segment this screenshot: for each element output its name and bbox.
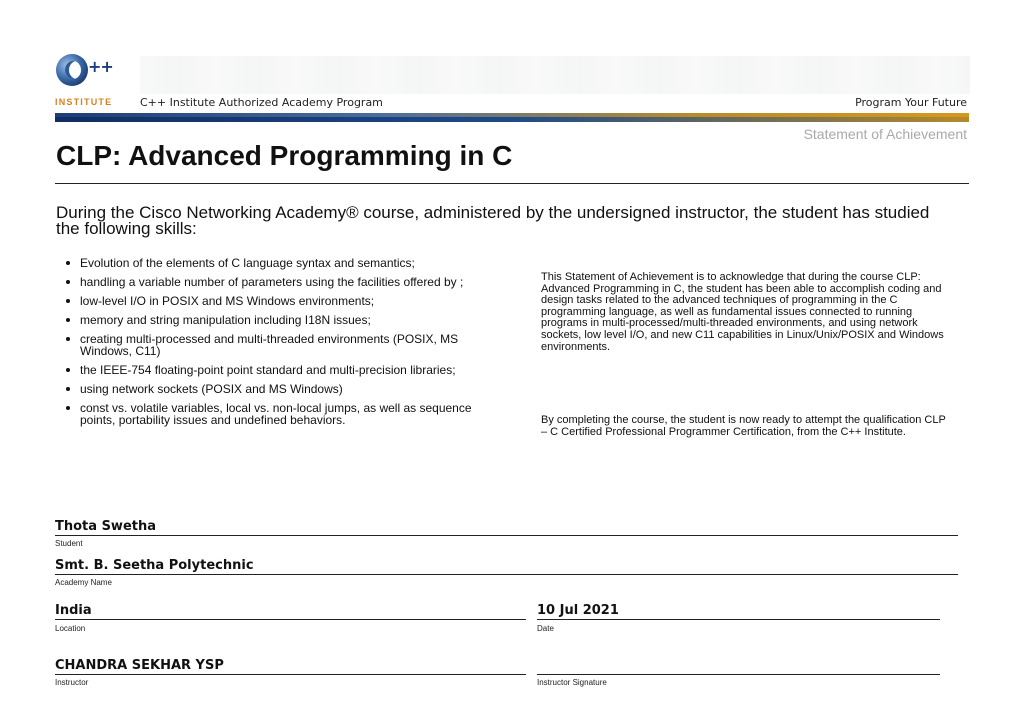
program-name: C++ Institute Authorized Academy Program: [140, 96, 383, 109]
date-label: Date: [537, 624, 554, 633]
skill-item: const vs. volatile variables, local vs. non-local jumps, as well as sequence points, portability issues and undefined behaviors.: [56, 402, 476, 426]
title-divider: [55, 183, 969, 184]
skills-list: [56, 257, 476, 433]
location-rule: [55, 619, 526, 620]
course-title: CLP: Advanced Programming in C: [56, 140, 513, 171]
student-name: Thota Swetha: [55, 519, 156, 534]
readiness-paragraph: By completing the course, the student is now ready to attempt the qualification CLP – C Certified Professional Programmer Certification, from the C++ Institute.: [541, 414, 946, 438]
date-rule: [537, 619, 940, 620]
achievement-paragraph: This Statement of Achievement is to acknowledge that during the course CLP: Advanced Programming in C, the student has been able to accomplish coding and design tasks related to the advanced techniques of programming in the C programming language, as well as fundamental issues connected to running programs in multi-processed/multi-threaded environments, and using network sockets, low level I/O, and new C11 capabilities in Linux/Unix/POSIX and Windows environments.: [541, 271, 944, 353]
instructor-name: CHANDRA SEKHAR YSP: [55, 658, 224, 673]
globe-icon: [56, 54, 88, 86]
tagline: Program Your Future: [855, 96, 967, 109]
instructor-rule: [55, 674, 526, 675]
skill-item: using network sockets (POSIX and MS Windows): [56, 383, 476, 395]
date-value: 10 Jul 2021: [537, 603, 619, 618]
academy-rule: [55, 574, 958, 575]
student-label: Student: [55, 539, 83, 548]
header-bar-bottom: [55, 117, 969, 122]
location-value: India: [55, 603, 92, 618]
banner-background: [140, 56, 970, 94]
academy-name: Smt. B. Seetha Polytechnic: [55, 558, 254, 573]
skill-item: handling a variable number of parameters using the facilities offered by ;: [56, 276, 476, 288]
skill-item: memory and string manipulation including I18N issues;: [56, 314, 476, 326]
academy-label: Academy Name: [55, 578, 112, 587]
cpp-institute-logo: [56, 54, 126, 98]
skill-item: low-level I/O in POSIX and MS Windows environments;: [56, 295, 476, 307]
skill-item: Evolution of the elements of C language syntax and semantics;: [56, 257, 476, 269]
logo-plus-text: ++: [88, 57, 113, 76]
location-label: Location: [55, 624, 86, 633]
instructor-label: Instructor: [55, 678, 89, 687]
signature-rule: [537, 674, 940, 675]
student-rule: [55, 535, 958, 536]
signature-label: Instructor Signature: [537, 678, 607, 687]
logo-wordmark: INSTITUTE: [55, 97, 113, 107]
intro-text: During the Cisco Networking Academy® course, administered by the undersigned instructor, the student has studied the following skills:: [56, 203, 930, 238]
statement-label: Statement of Achievement: [803, 126, 967, 142]
skill-item: the IEEE-754 floating-point point standard and multi-precision libraries;: [56, 364, 476, 376]
skill-item: creating multi-processed and multi-threaded environments (POSIX, MS Windows, C11): [56, 333, 476, 357]
